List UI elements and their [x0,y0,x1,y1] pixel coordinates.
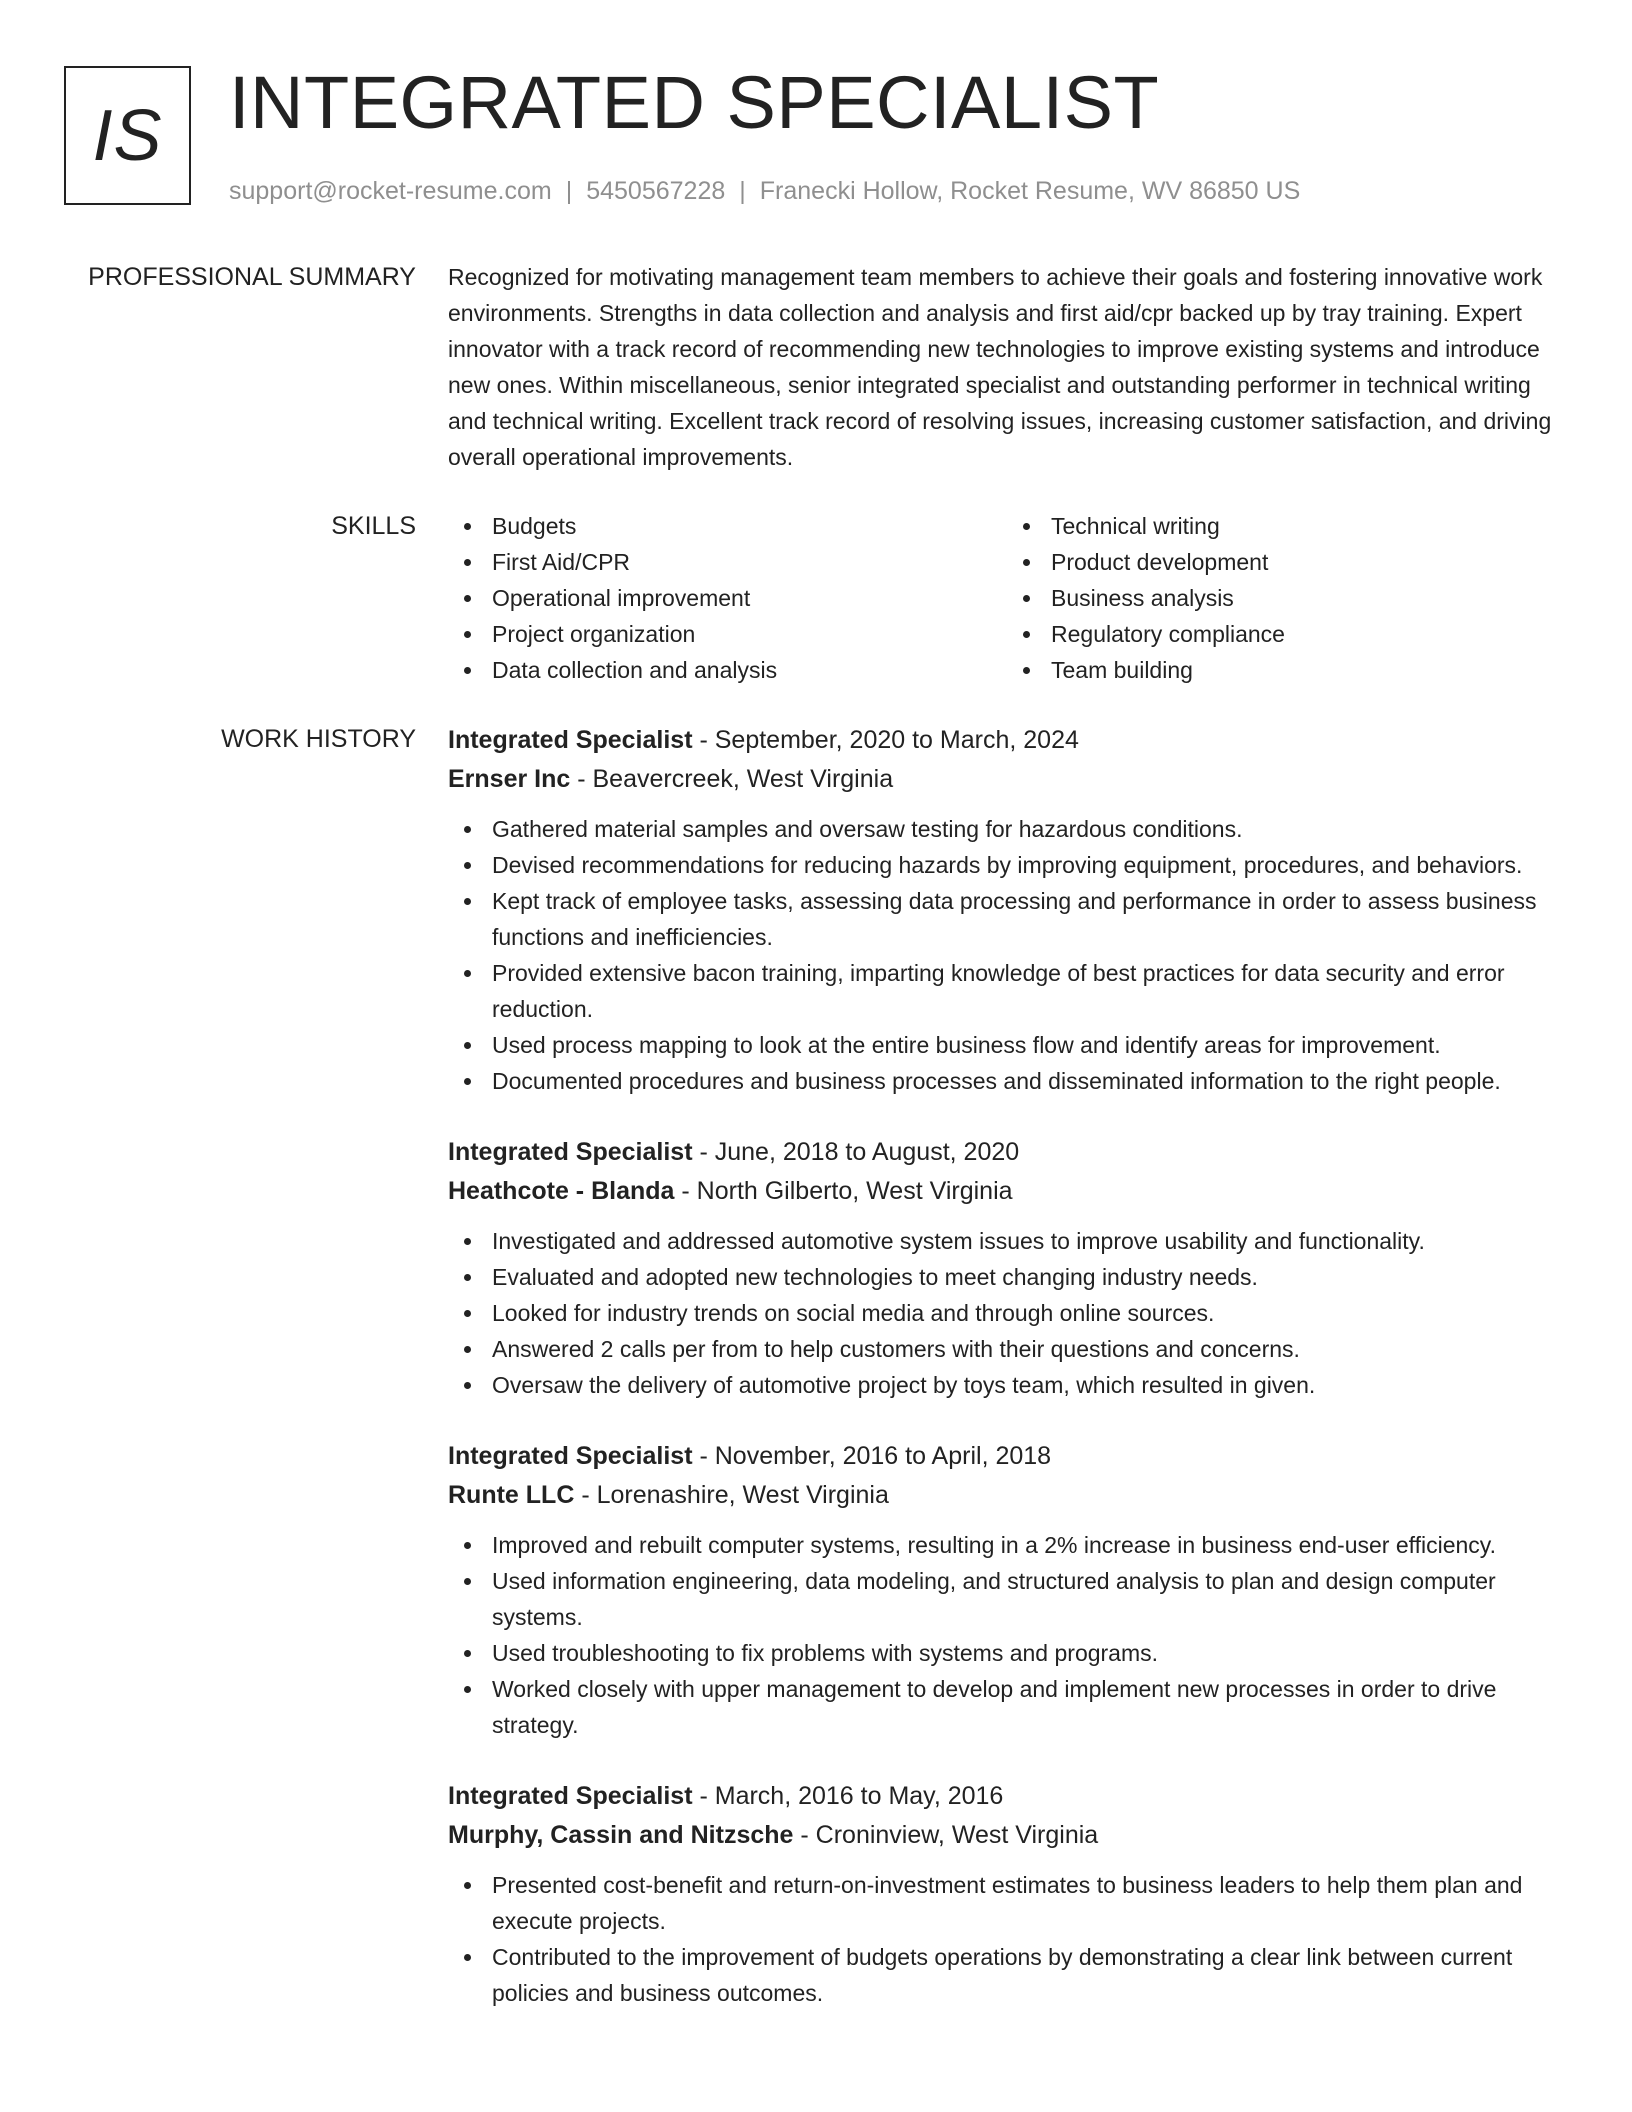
job-bullet-item: Contributed to the improvement of budgets operations by demonstrating a clear link between current policies and business outcomes. [492,1939,1566,2011]
section-title-summary: PROFESSIONAL SUMMARY [88,263,416,291]
job-company: Heathcote - Blanda [448,1177,675,1205]
skill-item: Team building [1051,652,1566,688]
section-title-skills: SKILLS [331,512,416,540]
work-history-body [448,721,1566,2045]
job-location: - Lorenashire, West Virginia [574,1481,889,1509]
skill-item: Regulatory compliance [1051,616,1566,652]
job-bullet-item: Devised recommendations for reducing hazards by improving equipment, procedures, and behaviors. [492,847,1566,883]
job-bullet-item: Answered 2 calls per from to help customers with their questions and concerns. [492,1331,1566,1367]
job-bullet-item: Used troubleshooting to fix problems with systems and programs. [492,1635,1566,1671]
job-company: Ernser Inc [448,765,571,793]
skills-columns [448,508,1566,688]
job-bullet-list [448,811,1566,1099]
job-location: - Beavercreek, West Virginia [570,765,894,793]
contact-line [229,174,1300,208]
candidate-name: INTEGRATED SPECIALIST [229,61,1160,144]
job-company-line [448,1172,1566,1211]
job-location: - North Gilberto, West Virginia [674,1177,1013,1205]
skill-item: Project organization [492,616,1007,652]
contact-address: Franecki Hollow, Rocket Resume, WV 86850 US [759,177,1301,205]
job-bullet-list [448,1527,1566,1743]
job-bullet-item: Provided extensive bacon training, imparting knowledge of best practices for data security and error reduction. [492,955,1566,1027]
job-role: Integrated Specialist [448,1138,693,1166]
job-company: Runte LLC [448,1481,575,1509]
job-dates: - June, 2018 to August, 2020 [692,1138,1020,1166]
job-bullet-item: Documented procedures and business processes and disseminated information to the right people. [492,1063,1566,1099]
summary-text: Recognized for motivating management team members to achieve their goals and fostering innovative work environments. Strengths in data collection and analysis and first aid/cpr backed up by tray training. Expert innovator with a track record of recommending new technologies to improve existing systems and introduce new ones. Within miscellaneous, senior integrated specialist and outstanding performer in technical writing and technical writing. Excellent track record of resolving issues, increasing customer satisfaction, and driving overall operational improvements. [448,264,1552,470]
contact-separator: | [739,177,746,205]
job-company: Murphy, Cassin and Nitzsche [448,1821,794,1849]
job-bullet-list [448,1867,1566,2011]
skill-item: First Aid/CPR [492,544,1007,580]
job-dates: - November, 2016 to April, 2018 [692,1442,1052,1470]
skill-item: Data collection and analysis [492,652,1007,688]
job-entry [448,1437,1566,1743]
job-dates: - March, 2016 to May, 2016 [692,1782,1004,1810]
job-location: - Croninview, West Virginia [793,1821,1099,1849]
job-entry [448,721,1566,1099]
skill-item: Product development [1051,544,1566,580]
job-entry [448,1133,1566,1403]
skills-list-left [448,508,1007,688]
contact-separator: | [565,177,573,205]
job-entry [448,1777,1566,2011]
job-title-line [448,1777,1566,1816]
job-title-line [448,1133,1566,1172]
contact-email: support@rocket-resume.com [229,177,552,205]
skill-item: Business analysis [1051,580,1566,616]
job-bullet-item: Evaluated and adopted new technologies to meet changing industry needs. [492,1259,1566,1295]
monogram-initials: IS [92,95,163,176]
skill-item: Technical writing [1051,508,1566,544]
job-bullet-item: Used information engineering, data modeling, and structured analysis to plan and design computer systems. [492,1563,1566,1635]
job-bullet-item: Kept track of employee tasks, assessing data processing and performance in order to assess business functions and inefficiencies. [492,883,1566,955]
job-bullet-item: Used process mapping to look at the entire business flow and identify areas for improvement. [492,1027,1566,1063]
skill-item: Operational improvement [492,580,1007,616]
monogram-box [64,66,191,205]
job-bullet-item: Worked closely with upper management to develop and implement new processes in order to drive strategy. [492,1671,1566,1743]
summary-body [448,259,1566,475]
job-role: Integrated Specialist [448,1782,693,1810]
skill-item: Budgets [492,508,1007,544]
job-bullet-item: Oversaw the delivery of automotive project by toys team, which resulted in given. [492,1367,1566,1403]
job-company-line [448,1816,1566,1855]
job-company-line [448,1476,1566,1515]
job-bullet-item: Looked for industry trends on social media and through online sources. [492,1295,1566,1331]
job-bullet-item: Improved and rebuilt computer systems, resulting in a 2% increase in business end-user efficiency. [492,1527,1566,1563]
job-title-line [448,721,1566,760]
job-role: Integrated Specialist [448,726,693,754]
skills-body [448,508,1566,688]
job-company-line [448,760,1566,799]
job-bullet-list [448,1223,1566,1403]
job-dates: - September, 2020 to March, 2024 [692,726,1079,754]
skills-list-right [1007,508,1566,688]
job-bullet-item: Investigated and addressed automotive system issues to improve usability and functionality. [492,1223,1566,1259]
section-title-work-history: WORK HISTORY [221,725,416,753]
job-title-line [448,1437,1566,1476]
contact-phone: 5450567228 [586,177,726,205]
job-role: Integrated Specialist [448,1442,693,1470]
job-bullet-item: Presented cost-benefit and return-on-investment estimates to business leaders to help them plan and execute projects. [492,1867,1566,1939]
job-bullet-item: Gathered material samples and oversaw testing for hazardous conditions. [492,811,1566,847]
